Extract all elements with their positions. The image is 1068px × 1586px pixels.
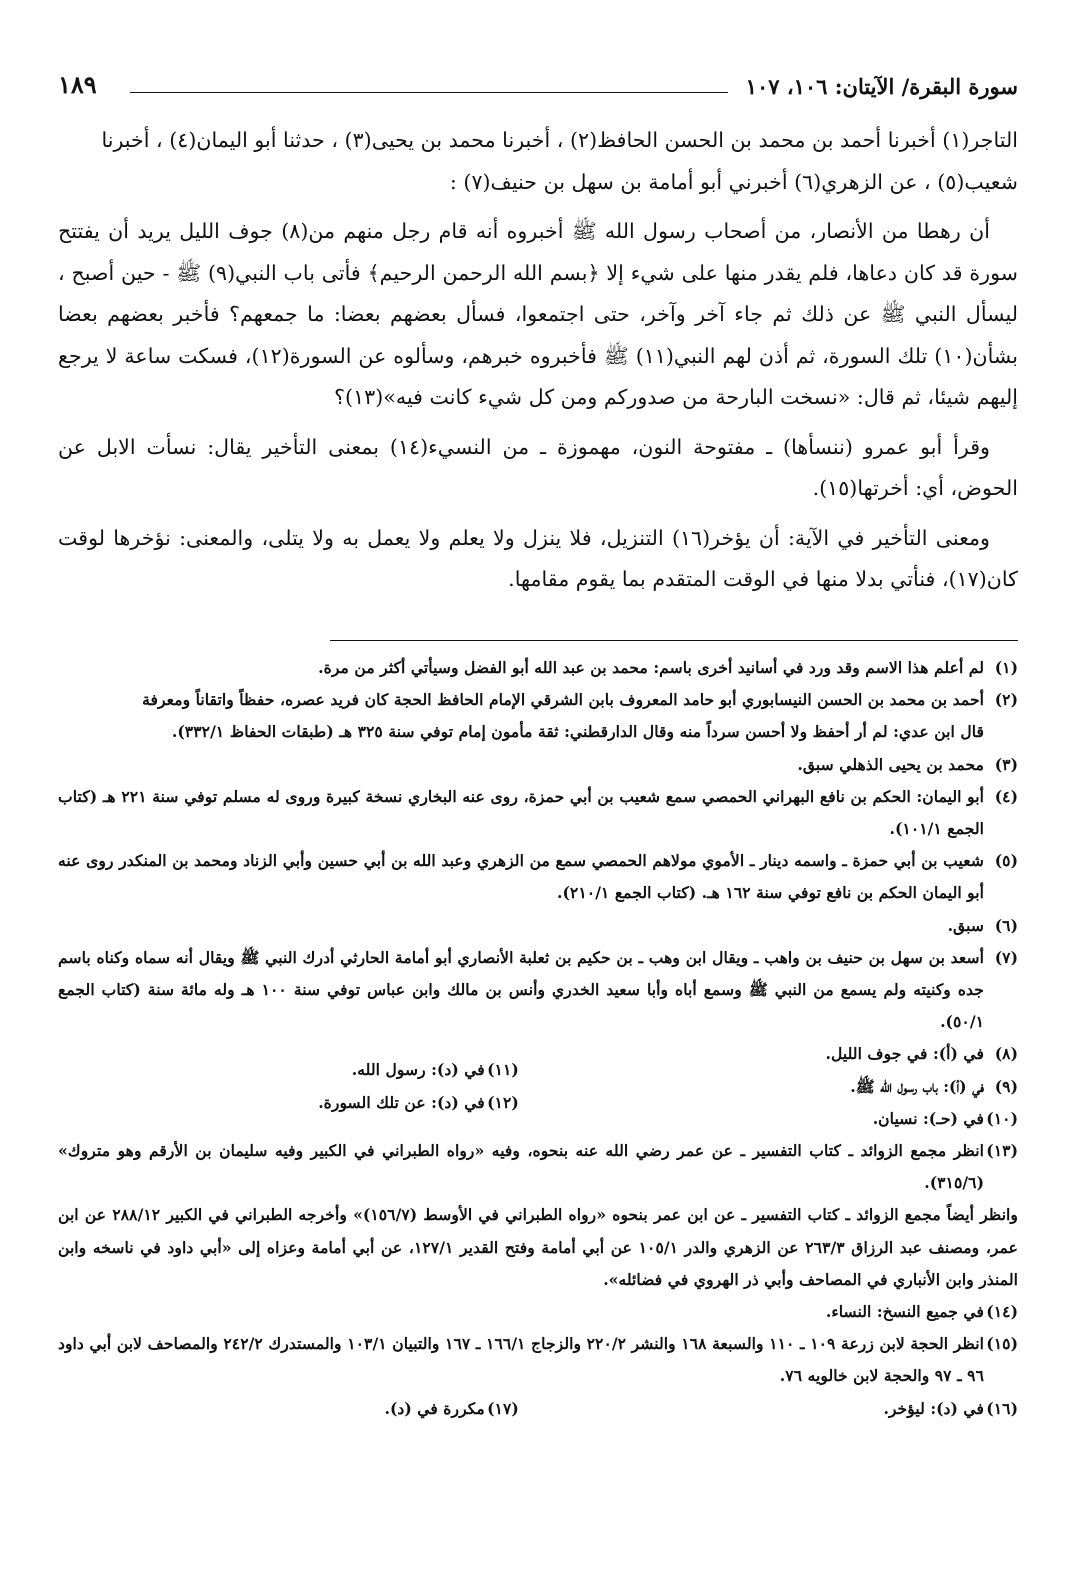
footnote-number: (١٤) <box>986 1302 1018 1322</box>
footnote-number: (١٣) <box>986 1141 1018 1161</box>
footnote-text: لم أعلم هذا الاسم وقد ورد في أسانيد أخرى باسم: محمد بن عبد الله أبو الفضل وسيأتي أكثر من مرة. <box>318 658 984 677</box>
footnote-column-left <box>58 1393 519 1425</box>
footnote-13-continued <box>58 1199 1018 1296</box>
footnote-text: سبق. <box>947 915 984 935</box>
footnote-text: انظر الحجة لابن زرعة ١٠٩ ـ ١١٠ والسبعة ١٦٨ والنشر ٢٢٠/٢ والزجاج ١٦٦/١ ـ ١٦٧ والتبيان ١٠٣/١ والمستدرك ٢٤٢/٢ والمصاحف لابن أبي داود ٩٦ ـ ٩٧ والحجة لابن خالويه ٧٦. <box>58 1334 984 1386</box>
footnote-text: شعيب بن أبي حمزة ـ واسمه دينار ـ الأموي مولاهم الحمصي سمع من الزهري وعبد الله بن أبي حسين وأبي الزناد ومحمد بن المنكدر روى عنه أبو اليمان الحكم بن نافع توفي سنة ١٦٢ هـ. (كتاب الجمع ٢١٠/١). <box>58 851 984 903</box>
footnote-number: (٦) <box>994 915 1018 935</box>
footnote-text: انظر مجمع الزوائد ـ كتاب التفسير ـ عن عمر رضي الله عنه بنحوه، وفيه «رواه الطبراني في الكبير وفيه سليمان بن الأرقم وهو متروك» (٣١٥/٦). <box>58 1141 984 1193</box>
isnad-line-1: التاجر(١) أخبرنا أحمد بن محمد بن الحسن الحافظ(٢) ، أخبرنا محمد بن يحيى(٣) ، حدثنا أبو اليمان(٤) ، أخبرنا <box>101 128 1018 152</box>
footnote-two-column-block <box>58 1038 1018 1135</box>
footnote-13 <box>58 1135 1018 1199</box>
footnote-column-right <box>519 1038 1018 1135</box>
footnote-number: (١٦) <box>986 1398 1018 1418</box>
footnote-text-continued: وانظر أيضاً مجمع الزوائد ـ كتاب التفسير ـ عن ابن عمر بنحوه «رواه الطبراني في الأوسط (١٥٦/٧)» وأخرجه الطبراني في الكبير ٢٨٨/١٢ عن ابن عمر، ومصنف عبد الرزاق ٢٦٣/٣ عن الزهري والدر ١٠٥/١ عن أبي أمامة وفتح القدير ١٢٧/١، عن أبي أمامة وعزاه إلى «أبي داود في ناسخه وابن المنذر وابن الأنباري في المصاحف وأبي ذر الهروي في فضائله». <box>58 1205 1018 1289</box>
footnote-number: (٤) <box>994 786 1018 806</box>
main-text <box>58 120 1018 609</box>
footnote-text: في (د): عن تلك السورة. <box>318 1092 485 1112</box>
header-rule <box>130 92 728 93</box>
footnote-number: (٥) <box>994 851 1018 871</box>
footnote-9 <box>519 1071 1018 1103</box>
footnote-14 <box>58 1296 1018 1328</box>
footnote-number: (١١) <box>487 1060 519 1080</box>
footnote-4 <box>58 781 1018 845</box>
footnote-2 <box>58 684 1018 748</box>
footnotes <box>58 652 1018 1425</box>
footnote-text: محمد بن يحيى الذهلي سبق. <box>797 754 984 774</box>
paragraph-reading: وقرأ أبو عمرو (ننسأها) ـ مفتوحة النون، مهموزة ـ من النسيء(١٤) بمعنى التأخير يقال: نسأت الابل عن الحوض، أي: أخرتها(١٥). <box>58 434 1018 500</box>
footnote-10 <box>519 1103 1018 1135</box>
footnote-text-continued: قال ابن عدي: لم أر أحفظ ولا أحسن سرداً منه وقال الدارقطني: ثقة مأمون إمام توفي سنة ٣٢٥ هـ (طبقات الحفاظ ٣٣٢/١). <box>171 722 984 742</box>
footnote-column-left <box>58 1038 519 1135</box>
footnote-text: في (حـ): نسيان. <box>872 1108 984 1128</box>
footnote-number: (١) <box>994 658 1018 677</box>
paragraph-hadith: أن رهطا من الأنصار، من أصحاب رسول الله ﷺ أخبروه أنه قام رجل منهم من(٨) جوف الليل يريد أن يفتتح سورة قد كان دعاها، فلم يقدر منها على شيء إلا ﴿بسم الله الرحمن الرحيم﴾ فأتى باب النبي(٩) ﷺ - حين أصبح ، ليسأل النبي ﷺ عن ذلك ثم جاء آخر وآخر، حتى اجتمعوا، فسأل بعضهم بعضا: ما جمعهم؟ فأخبر بعضهم بعضا بشأن(١٠) تلك السورة، ثم أذن لهم النبي(١١) ﷺ فأخبروه خبرهم، وسألوه عن السورة(١٢)، فسكت ساعة لا يرجع إليهم شيئا، ثم قال: «نسخت البارحة من صدوركم ومن كل شيء كانت فيه»(١٣)؟ <box>58 219 1018 409</box>
footnote-number: (٢) <box>994 690 1018 710</box>
footnote-number: (١٧) <box>487 1398 519 1418</box>
footnote-text: في (د): ليؤخر. <box>883 1398 984 1418</box>
footnote-number: (٨) <box>994 1044 1018 1064</box>
running-title: سورة البقرة/ الآيتان: ١٠٦، ١٠٧ <box>745 74 1018 99</box>
footnote-11 <box>58 1054 519 1086</box>
page-header <box>58 70 1018 110</box>
footnote-7 <box>58 942 1018 1039</box>
paragraph-meaning: ومعنى التأخير في الآية: أن يؤخر(١٦) التنزيل، فلا ينزل ولا يعلم ولا يعمل به ولا يتلى، والمعنى: نؤخرها لوقت كان(١٧)، فنأتي بدلا منها في الوقت المتقدم بما يقوم مقامها. <box>58 525 1018 591</box>
footnote-12 <box>58 1087 519 1119</box>
footnote-15 <box>58 1328 1018 1392</box>
footnote-separator <box>330 640 1018 641</box>
footnote-number: (٣) <box>994 754 1018 774</box>
footnote-text: أحمد بن محمد بن الحسن النيسابوري أبو حامد المعروف بابن الشرقي الإمام الحافظ الحجة كان فريد عصره، حفظاً واتقاناً ومعرفة <box>142 690 984 710</box>
footnote-5 <box>58 845 1018 909</box>
isnad-line-2: شعيب(٥) ، عن الزهري(٦) أخبرني أبو أمامة بن سهل بن حنيف(٧) : <box>449 169 1018 194</box>
footnote-17 <box>58 1393 519 1425</box>
footnote-number: (٧) <box>994 947 1018 967</box>
footnote-text: في (أ): في جوف الليل. <box>825 1044 984 1064</box>
footnote-text: مكررة في (د). <box>384 1398 485 1418</box>
footnote-text: أبو اليمان: الحكم بن نافع البهراني الحمصي سمع شعيب بن أبي حمزة، روى عنه البخاري نسخة كبيرة وروى له مسلم توفي سنة ٢٢١ هـ (كتاب الجمع ١٠١/١). <box>58 786 984 839</box>
footnote-text: في جميع النسخ: النساء. <box>825 1302 984 1322</box>
footnote-3 <box>58 749 1018 781</box>
footnote-6 <box>58 910 1018 942</box>
footnote-number: (٩) <box>994 1076 1018 1096</box>
footnote-number: (١٢) <box>487 1092 519 1112</box>
page-number: ١٨٩ <box>58 70 97 99</box>
footnote-number: (١٠) <box>986 1108 1018 1128</box>
paragraph-isnad <box>58 120 1018 203</box>
footnote-16 <box>519 1393 1018 1425</box>
footnote-number: (١٥) <box>986 1334 1018 1354</box>
footnote-8 <box>519 1038 1018 1070</box>
footnote-1 <box>58 652 1018 684</box>
footnote-column-right <box>519 1393 1018 1425</box>
footnote-two-column-block <box>58 1393 1018 1425</box>
footnote-text: أسعد بن سهل بن حنيف بن واهب ـ ويقال ابن وهب ـ بن حكيم بن ثعلبة الأنصاري أبو أمامة الحارثي أدرك النبي ﷺ ويقال أنه سماه وكناه باسم جده وكنيته ولم يسمع من النبي ﷺ وسمع أباه وأبا سعيد الخدري وأنس بن مالك وابن عباس توفي سنة ١٠٠ هـ وله مائة سنة (كتاب الجمع ٥٠/١). <box>58 947 984 1032</box>
footnote-text: في (أ): باب رسول الله ﷺ. <box>850 1076 984 1096</box>
footnote-text: في (د): رسول الله. <box>351 1060 485 1080</box>
